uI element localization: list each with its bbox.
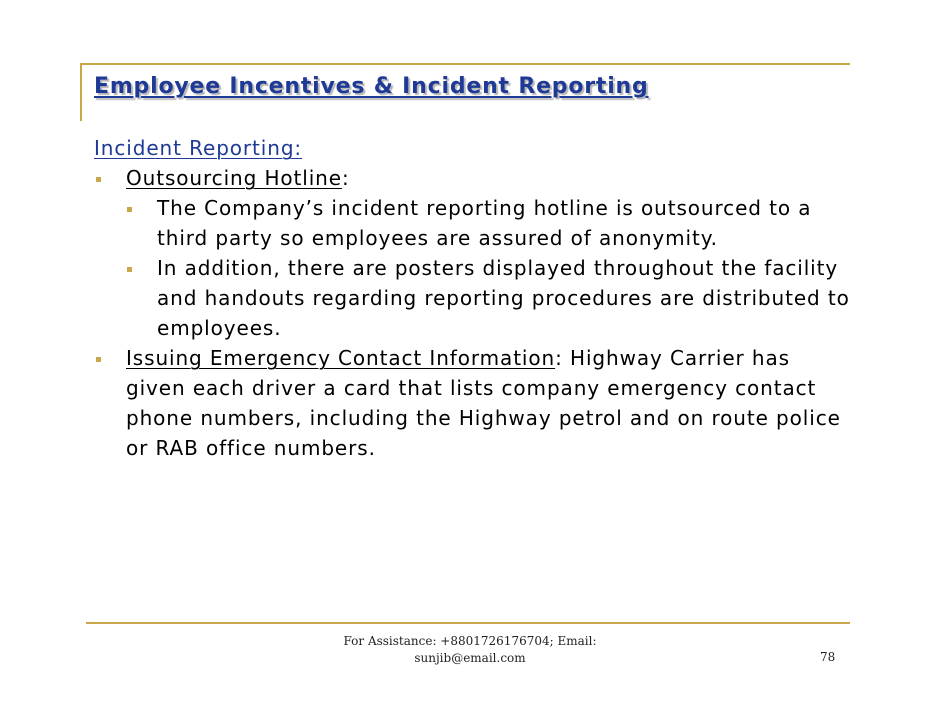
square-bullet-icon: [96, 177, 101, 182]
bullet-label: Issuing Emergency Contact Information: [126, 346, 556, 370]
top-rule: [80, 63, 850, 65]
footer-line-2: sunjib@email.com: [414, 651, 526, 665]
footer-assistance: [330, 633, 610, 667]
left-rule: [80, 63, 82, 121]
square-bullet-icon: [96, 357, 101, 362]
bullet-emergency-contact: [94, 343, 854, 463]
sub-bullet-text: The Company’s incident reporting hotline is outsourced to a third party so employees are assured of anonymity.: [157, 196, 812, 250]
bullet-label: Outsourcing Hotline: [126, 166, 342, 190]
sub-bullet-posters-handouts: [94, 253, 854, 343]
bullet-suffix: : Highway Carrier has given each driver a card that lists company emergency contact phone numbers, including the Highway petrol and on route police or RAB office numbers.: [126, 346, 841, 460]
square-bullet-icon: [127, 207, 132, 212]
footer-line-1: For Assistance: +8801726176704; Email:: [343, 634, 597, 648]
slide-title: Employee Incentives & Incident Reporting: [94, 74, 649, 99]
sub-bullet-text: In addition, there are posters displayed throughout the facility and handouts regarding reporting procedures are distributed to employees.: [157, 256, 850, 340]
page-number: 78: [820, 650, 836, 664]
bullet-outsourcing-hotline: [94, 163, 854, 193]
bottom-rule: [86, 622, 850, 624]
slide-body: [94, 133, 854, 463]
bullet-suffix: :: [341, 166, 350, 190]
square-bullet-icon: [127, 267, 132, 272]
section-heading: Incident Reporting:: [94, 136, 303, 160]
sub-bullet-hotline-outsourced: [94, 193, 854, 253]
